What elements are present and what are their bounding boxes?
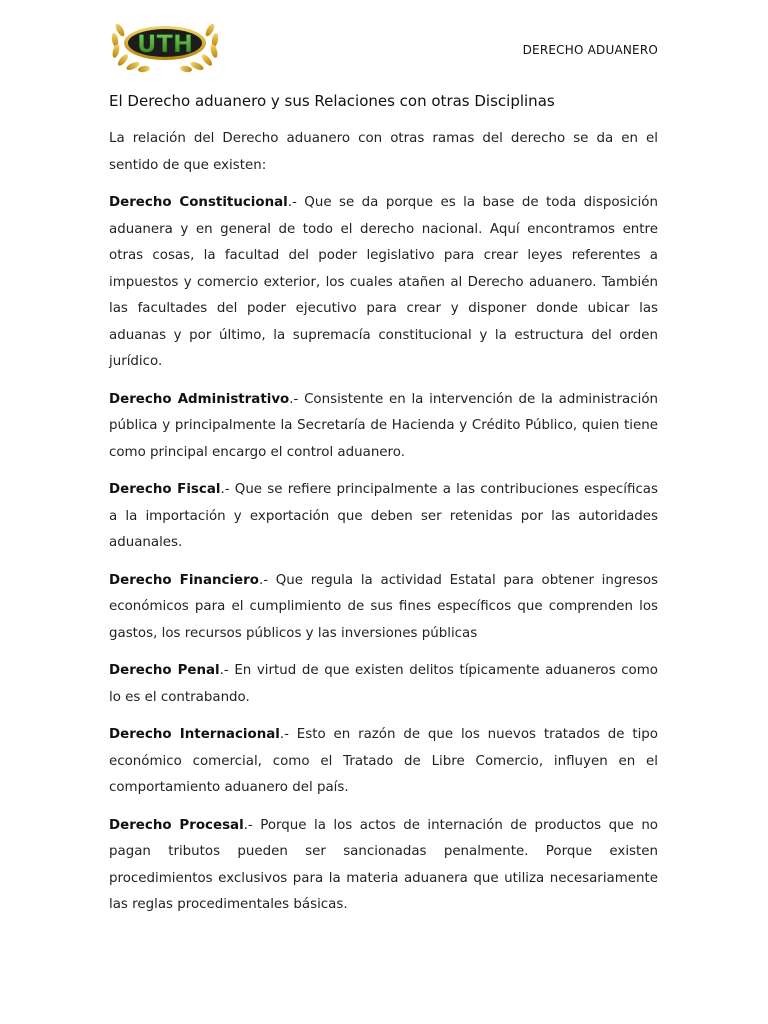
- section-text: .- Que regula la actividad Estatal para obtener ingresos económicos para el cumplimiento de sus fines específicos que comprenden los gastos, los recursos públicos y las inversiones públicas: [109, 572, 658, 641]
- section-paragraph: [109, 477, 658, 557]
- uth-logo: [106, 12, 224, 74]
- document-title: El Derecho aduanero y sus Relaciones con otras Disciplinas: [109, 92, 555, 110]
- section-paragraph: [109, 813, 658, 919]
- section-term: Derecho Procesal: [109, 817, 244, 833]
- section-paragraph: [109, 190, 658, 376]
- section-text: .- Que se refiere principalmente a las contribuciones específicas a la importación y exportación que deben ser retenidas por las autoridades aduanales.: [109, 482, 658, 550]
- section-term: Derecho Administrativo: [109, 391, 290, 407]
- section-text: .- Que se da porque es la base de toda disposición aduanera y en general de todo el derecho nacional. Aquí encontramos entre otras cosas, la facultad del poder legislativo para crear leyes referentes a impuestos y comercio exterior, los cuales atañen al Derecho aduanero. También las facultades del poder ejecutivo para crear y disponer donde ubicar las aduanas y por último, la supremacía constitucional y la estructura del orden jurídico.: [109, 195, 658, 369]
- logo-text: UTH: [137, 30, 193, 58]
- section-text: .- Esto en razón de que los nuevos tratados de tipo económico comercial, como el Tratado de Libre Comercio, influyen en el comportamiento aduanero del país.: [109, 727, 658, 795]
- section-term: Derecho Internacional: [109, 727, 280, 742]
- section-paragraph: [109, 722, 658, 802]
- section-text: .- Consistente en la intervención de la administración pública y principalmente la Secretaría de Hacienda y Crédito Público, quien tiene como principal encargo el control aduanero.: [109, 391, 658, 460]
- section-paragraph: [109, 658, 658, 711]
- section-term: Derecho Financiero: [109, 572, 259, 588]
- section-text: .- Porque la los actos de internación de productos que no pagan tributos pueden ser sancionadas penalmente. Porque existen procedimientos exclusivos para la materia aduanera que utiliza necesariamente las reglas procedimentales básicas.: [109, 817, 659, 912]
- section-term: Derecho Fiscal: [109, 482, 221, 497]
- section-text: .- En virtud de que existen delitos típicamente aduaneros como lo es el contrabando.: [109, 663, 658, 705]
- section-paragraph: [109, 387, 658, 467]
- document-body: [109, 126, 658, 930]
- header-title: DERECHO ADUANERO: [522, 43, 658, 57]
- intro-paragraph: La relación del Derecho aduanero con otras ramas del derecho se da en el sentido de que existen:: [109, 131, 658, 173]
- section-paragraph: [109, 568, 658, 648]
- section-term: Derecho Penal: [109, 663, 220, 678]
- section-term: Derecho Constitucional: [109, 195, 288, 210]
